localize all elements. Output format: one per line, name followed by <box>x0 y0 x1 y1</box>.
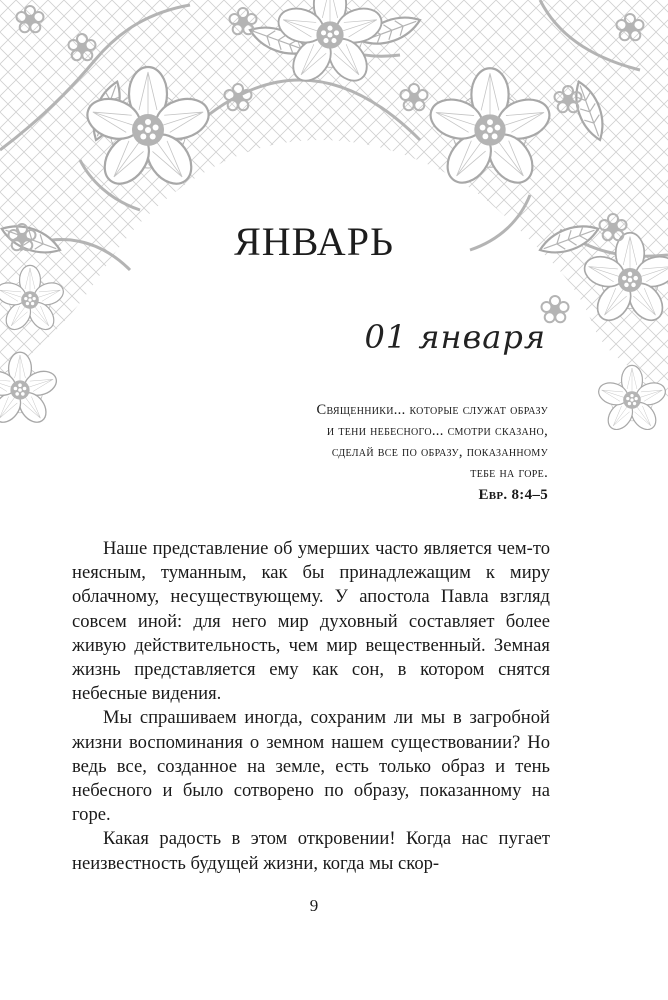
lace-decoration <box>0 0 668 430</box>
body-text <box>72 537 550 876</box>
month-title: ЯНВАРЬ <box>234 219 394 264</box>
scripture-reference: Евр. 8:4–5 <box>478 487 548 503</box>
page-number: 9 <box>309 896 319 915</box>
epigraph-line: тебе на горе. <box>470 465 548 481</box>
paragraph: Наше представление об умерших часто является чем-то неясным, туманным, как бы принадлежащим к миру облачному, несуществующему. У апостола Павла взгляд совсем иной: для него мир духовный составляет более живую действительность, чем мир вещественный. Земная жизнь представляется ему как сон, в котором снятся небесные видения. <box>72 538 550 705</box>
epigraph-line: сделай все по образу, показанному <box>331 444 548 460</box>
epigraph <box>188 400 548 506</box>
epigraph-line: и тени небесного... смотри сказано, <box>326 423 548 439</box>
day-date: 01 января <box>364 318 546 356</box>
paragraph: Какая радость в этом откровении! Когда нас пугает неизвестность будущей жизни, когда мы скор- <box>72 828 550 874</box>
epigraph-line: Священники... которые служат образу <box>316 402 548 418</box>
paragraph: Мы спрашиваем иногда, сохраним ли мы в загробной жизни воспоминания о земном нашем существовании? Но ведь все, созданное на земле, есть только образ и тень небесного и было сотворено по образу, показанному на горе. <box>72 707 550 826</box>
